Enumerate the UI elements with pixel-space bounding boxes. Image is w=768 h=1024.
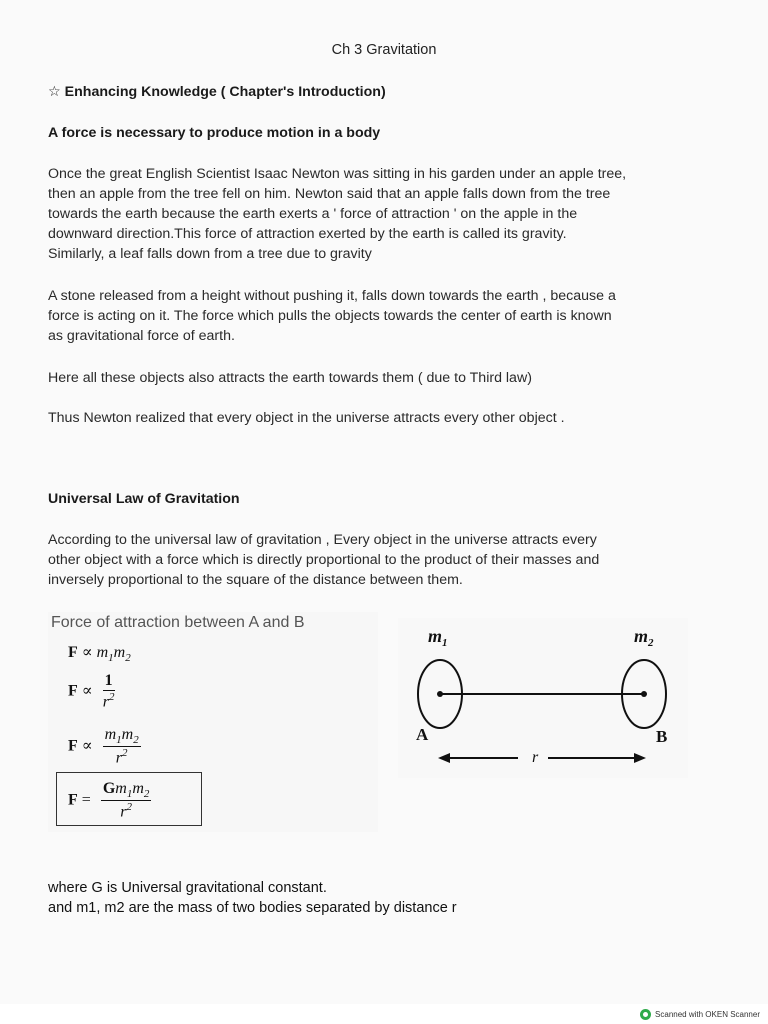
formula-prop-masses [68,642,131,664]
equals-symbol: = [81,791,91,809]
numerator: 1 [104,672,113,689]
numerator: $Gm_1m_2$ [102,780,150,801]
text-line: A stone released from a height without pushing it, falls down towards the earth , because a [48,288,616,304]
paragraph-newton-apple [48,164,728,264]
force-symbol: F [68,737,78,755]
formula-prop-combined [68,726,141,768]
text-line: then an apple from the tree fell on him. Newton said that an apple falls down from the tree [48,186,611,202]
denominator: $r^2$ [115,747,128,767]
label-r: r [532,749,539,766]
arrowhead-right [634,753,646,763]
paragraph-stone [48,286,728,346]
scanner-watermark [640,1009,760,1020]
formula-final [68,780,151,822]
two-mass-diagram [398,618,688,778]
text-line: Similarly, a leaf falls down from a tree due to gravity [48,246,372,262]
formula-caption: Force of attraction between A and B [51,614,305,631]
fraction [101,780,152,822]
ulg-heading: Universal Law of Gravitation [48,491,240,507]
text-line: as gravitational force of earth. [48,328,235,344]
label-m1: $m_1$ [428,626,448,649]
force-symbol: F [68,644,78,661]
enhancing-heading: ☆ Enhancing Knowledge ( Chapter's Introduction) [48,84,386,100]
text-line: other object with a force which is directly proportional to the product of their masses and [48,552,600,568]
constants-explanation [48,878,728,918]
label-b: B [656,727,668,746]
mass-m1: $m_1$ [96,644,114,665]
text-line: force is acting on it. The force which pulls the objects towards the center of earth is known [48,308,612,324]
fraction [103,726,141,768]
force-symbol: F [68,791,78,809]
text-line: downward direction.This force of attraction exerted by the earth is called its gravity. [48,226,567,242]
formula-figure [48,612,378,832]
proportional-symbol: ∝ [81,737,93,755]
text-line: Once the great English Scientist Isaac Newton was sitting in his garden under an apple tree, [48,166,627,182]
text-line: inversely proportional to the square of the distance between them. [48,572,463,588]
text-line: towards the earth because the earth exerts a ' force of attraction ' on the apple in the [48,206,578,222]
scanner-logo-icon [640,1009,651,1020]
paragraph-ulg-definition [48,530,728,590]
mass-m2: $m_2$ [113,644,131,665]
two-mass-diagram-svg [398,618,688,778]
proportional-symbol: ∝ [81,644,93,661]
denominator: $r^2$ [120,801,132,821]
fraction [103,672,115,711]
scanner-text: Scanned with OKEN Scanner [655,1010,760,1019]
force-symbol: F [68,682,78,700]
label-a: A [416,725,429,744]
numerator: $m_1m_2$ [104,726,139,747]
text-line: and m1, m2 are the mass of two bodies separated by distance r [48,900,457,916]
formula-prop-inverse-square [68,672,115,711]
arrowhead-left [438,753,450,763]
paragraph-conclusion: Thus Newton realized that every object in the universe attracts every other object . [48,410,565,426]
label-m2: $m_2$ [634,626,654,649]
text-line: where G is Universal gravitational constant. [48,880,327,896]
page-title: Ch 3 Gravitation [331,42,437,58]
force-heading: A force is necessary to produce motion in a body [48,125,381,141]
paragraph-third-law: Here all these objects also attracts the earth towards them ( due to Third law) [48,370,532,386]
text-line: According to the universal law of gravitation , Every object in the universe attracts every [48,532,597,548]
proportional-symbol: ∝ [81,682,93,700]
denominator: $r^2$ [102,691,115,711]
